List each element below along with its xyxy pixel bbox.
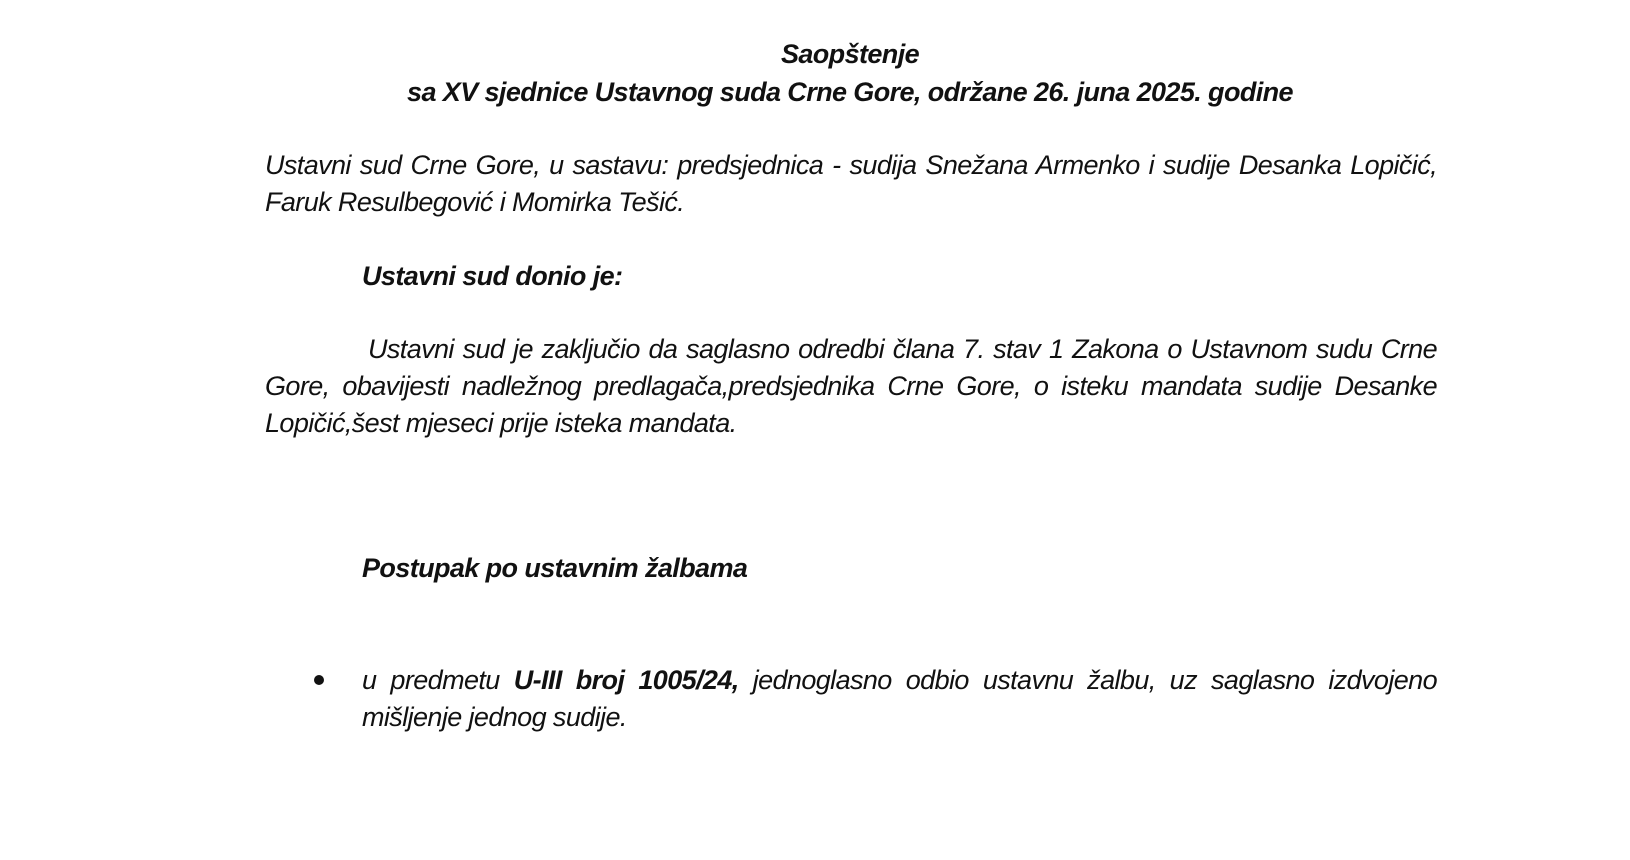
list-item-prefix: u predmetu — [362, 665, 514, 695]
bullet-icon — [314, 675, 324, 685]
conclusion-text: Ustavni sud je zaključio da saglasno odredbi člana 7. stav 1 Zakona o Ustavnom sudu Crne Gore, obavijesti nadležnog predlagača,predsjednika Crne Gore, o isteku mandata sudije Desanke Lopičić,šest mjeseci prije isteka mandata. — [265, 334, 1437, 438]
list-item — [362, 662, 1437, 736]
complaints-section-title: Postupak po ustavnim žalbama — [362, 553, 748, 583]
case-number: U-III broj 1005/24, — [513, 665, 739, 695]
decided-heading: Ustavni sud donio je: — [362, 261, 623, 291]
document-title: Saopštenje — [780, 39, 920, 69]
document-subtitle: sa XV sjednice Ustavnog suda Crne Gore, održane 26. juna 2025. godine — [407, 77, 1293, 107]
conclusion-paragraph — [265, 331, 1437, 442]
list-item-suffix: jednoglasno odbio ustavnu žalbu, uz saglasno izdvojeno mišljenje jednog sudije. — [362, 665, 1437, 732]
court-composition-paragraph: Ustavni sud Crne Gore, u sastavu: predsjednica - sudija Snežana Armenko i sudije Desanka Lopičić, Faruk Resulbegović i Momirka Tešić. — [265, 150, 1437, 217]
